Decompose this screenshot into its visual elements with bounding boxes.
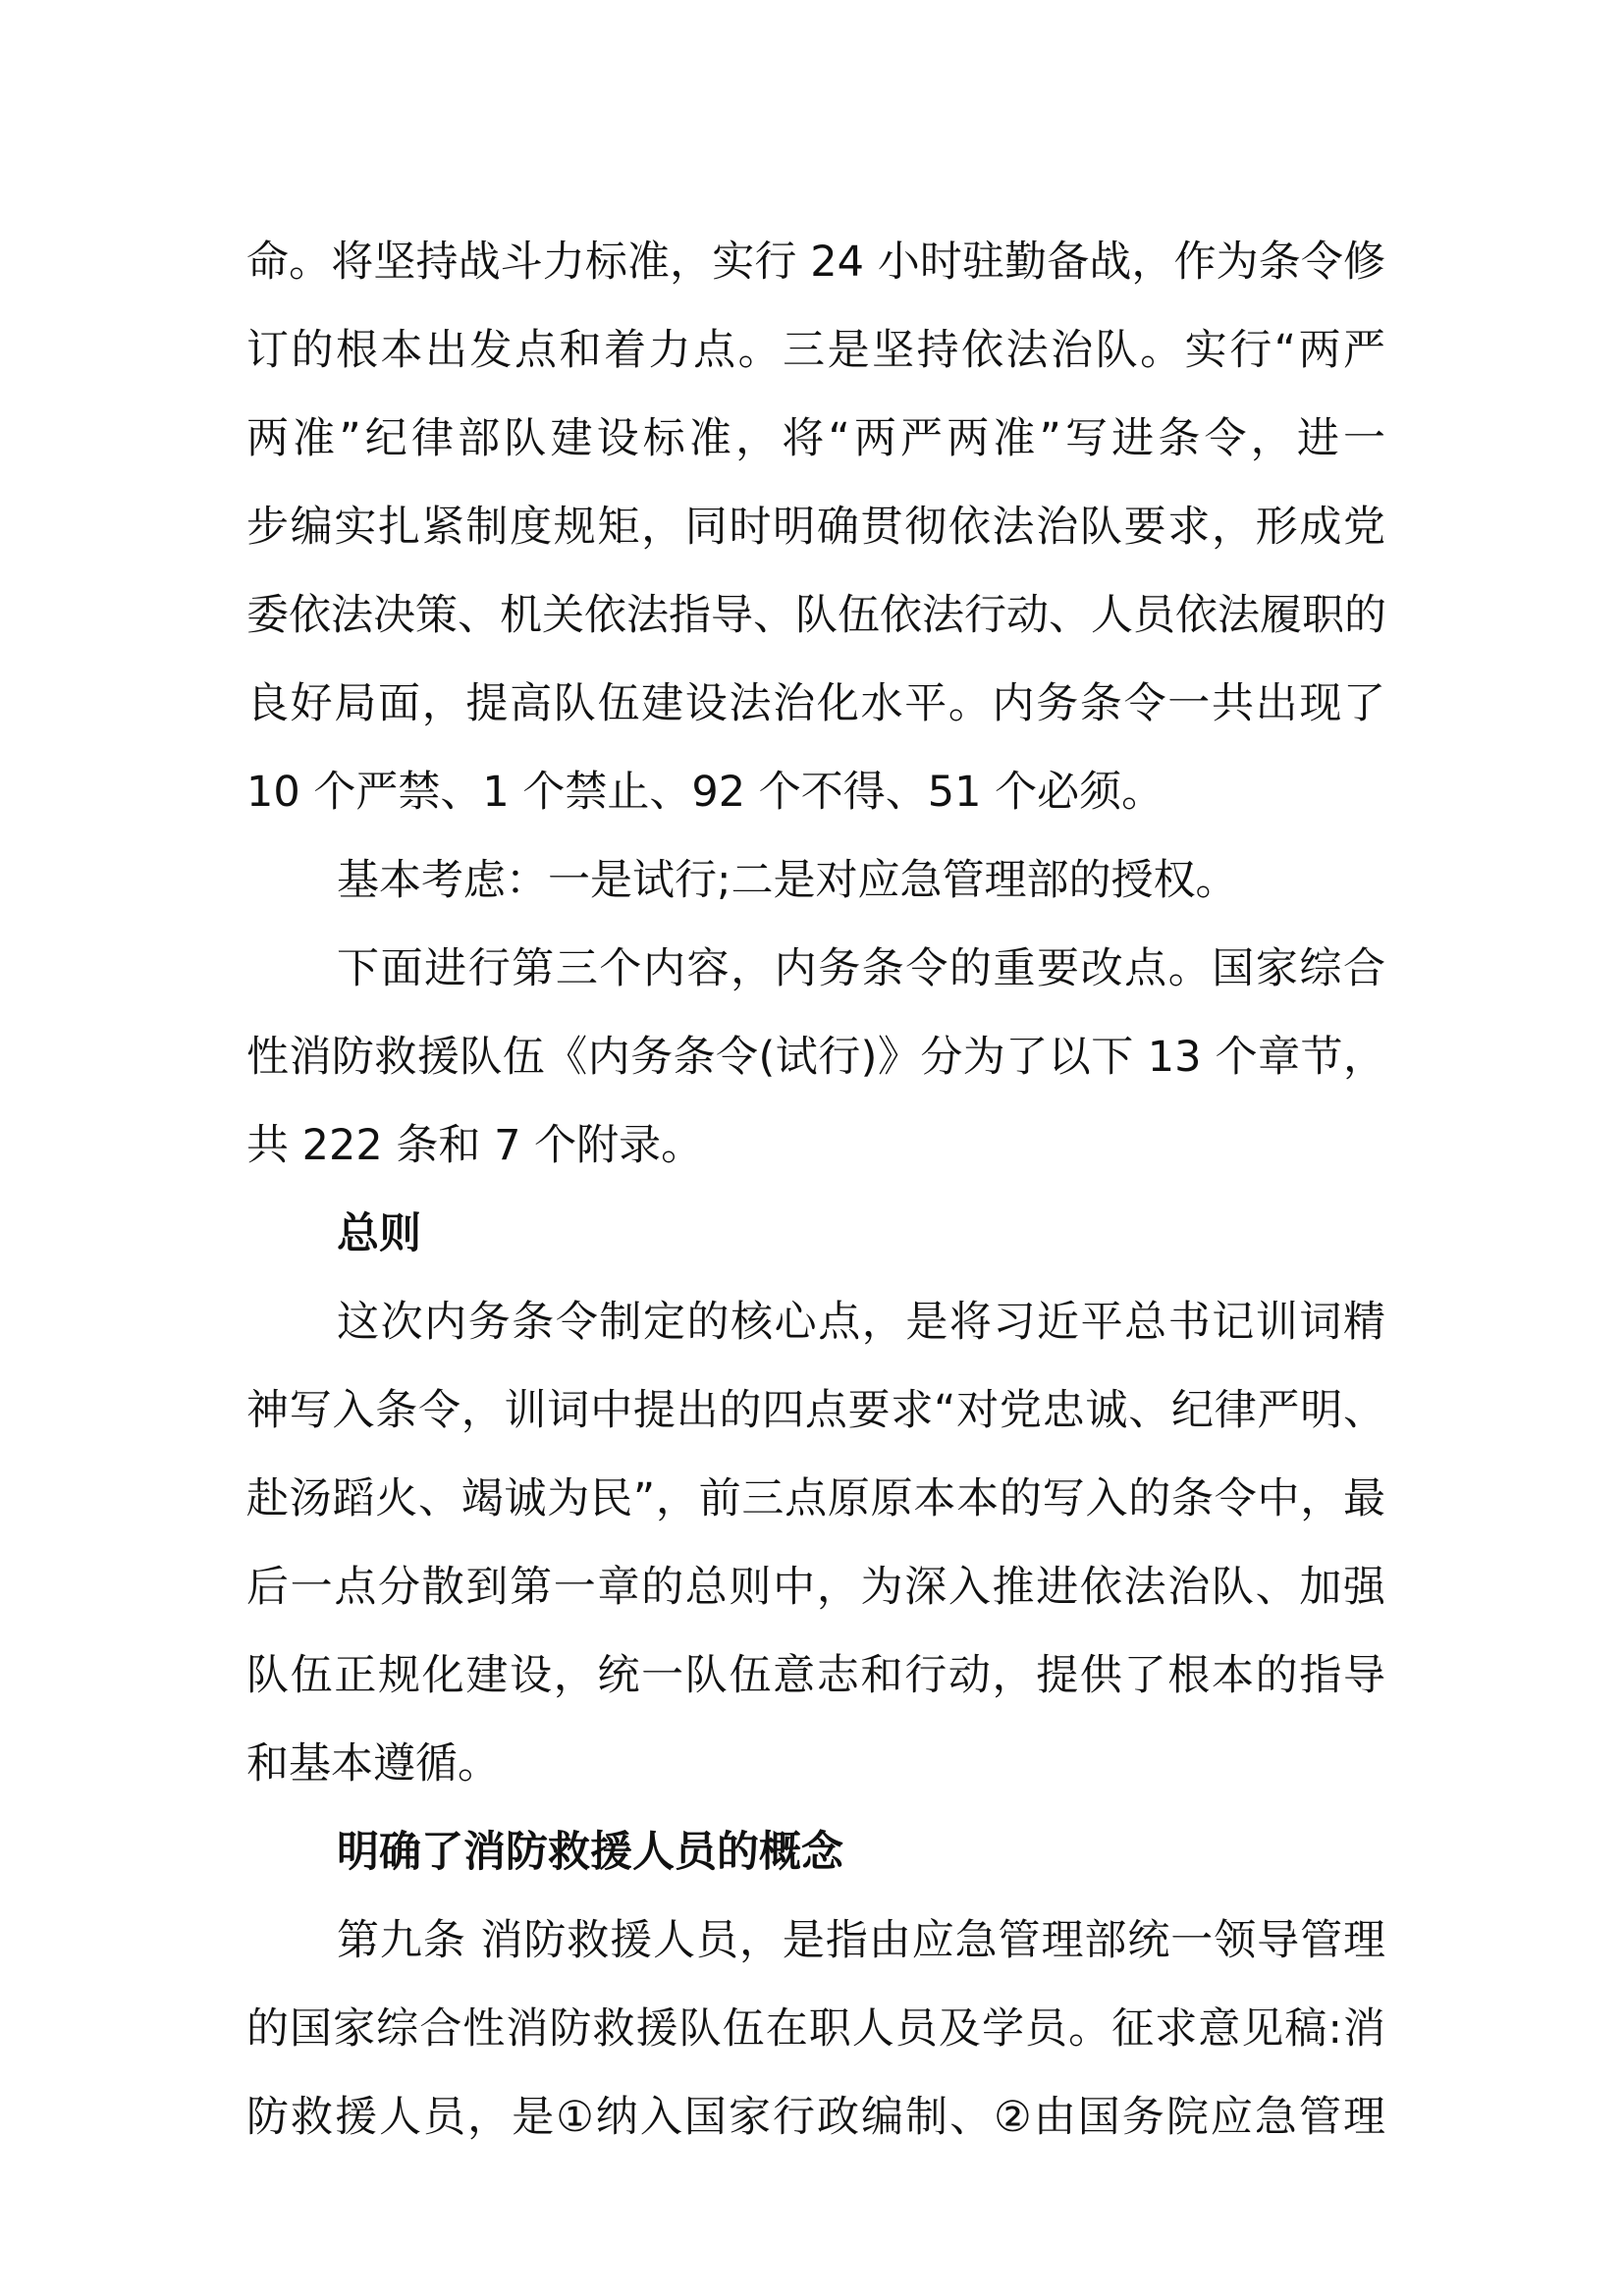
body-line: 后一点分散到第一章的总则中，为深入推进依法治队、加强 [246,1563,1385,1612]
document-page [246,218,1385,2162]
body-line: 委依法决策、机关依法指导、队伍依法行动、人员依法履职的 [246,591,1386,640]
section-heading-concept: 明确了消防救援人员的概念 [337,1828,843,1877]
body-line: 性消防救援队伍《内务条令(试行)》分为了以下 13 个章节， [246,1033,1385,1082]
paragraph-single-line: 基本考虑：一是试行;二是对应急管理部的授权。 [337,856,1238,905]
body-line: 命。将坚持战斗力标准，实行 24 小时驻勤备战，作为条令修 [246,238,1385,287]
body-line: 赴汤蹈火、竭诚为民”，前三点原原本本的写入的条令中，最 [246,1474,1385,1523]
paragraph-first-line: 下面进行第三个内容，内务条令的重要改点。国家综合 [337,944,1385,993]
paragraph-first-line: 这次内务条令制定的核心点，是将习近平总书记训词精 [337,1298,1385,1347]
paragraph-last-line: 10 个严禁、1 个禁止、92 个不得、51 个必须。 [246,768,1164,817]
body-line: 队伍正规化建设，统一队伍意志和行动，提供了根本的指导 [246,1651,1385,1700]
body-line: 防救援人员，是①纳入国家行政编制、②由国务院应急管理 [246,2093,1385,2142]
body-line: 良好局面，提高队伍建设法治化水平。内务条令一共出现了 [246,679,1385,728]
paragraph-last-line: 共 222 条和 7 个附录。 [246,1121,704,1170]
paragraph-first-line: 第九条 消防救援人员，是指由应急管理部统一领导管理 [337,1916,1385,1965]
section-heading-general: 总则 [337,1209,421,1258]
body-line: 订的根本出发点和着力点。三是坚持依法治队。实行“两严 [246,326,1385,375]
body-line: 的国家综合性消防救援队伍在职人员及学员。征求意见稿:消 [246,2004,1385,2054]
body-line: 步编实扎紧制度规矩，同时明确贯彻依法治队要求，形成党 [246,503,1385,552]
body-line: 两准”纪律部队建设标准，将“两严两准”写进条令，进一 [246,414,1385,463]
body-line: 神写入条令，训词中提出的四点要求“对党忠诚、纪律严明、 [246,1386,1385,1435]
paragraph-last-line: 和基本遵循。 [246,1739,500,1789]
